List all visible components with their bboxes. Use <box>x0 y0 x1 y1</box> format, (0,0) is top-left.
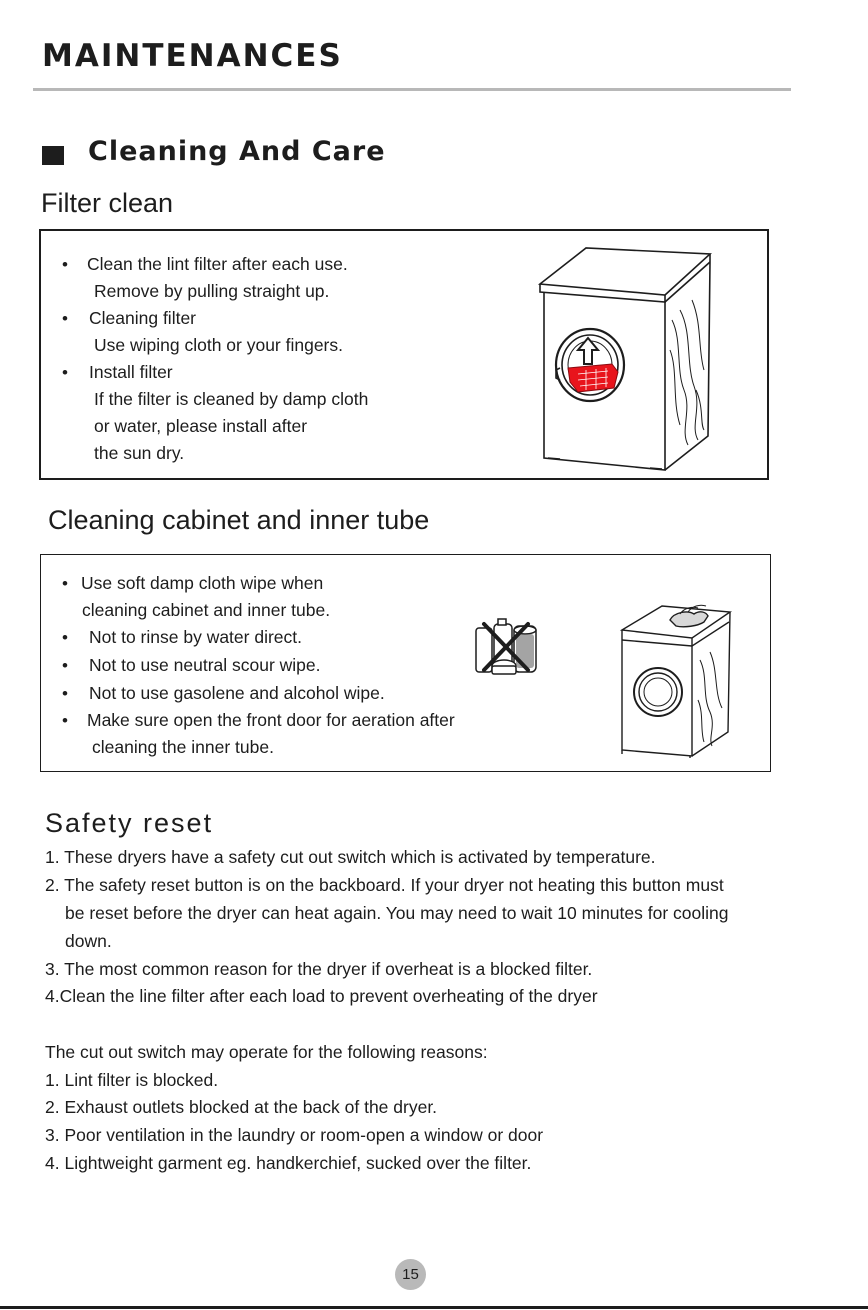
cut-out-reasons-intro: The cut out switch may operate for the following reasons: <box>45 1042 488 1062</box>
section-heading: Cleaning And Care <box>88 136 386 167</box>
list-item: • Not to rinse by water direct. <box>62 627 302 647</box>
list-item: • Install filter <box>62 362 173 382</box>
page-title: MAINTENANCES <box>42 38 343 74</box>
list-item: 2. Exhaust outlets blocked at the back of the dryer. <box>45 1097 438 1117</box>
list-item: • Make sure open the front door for aeration after <box>62 710 455 730</box>
cleaning-cabinet-heading: Cleaning cabinet and inner tube <box>48 505 430 535</box>
list-item: down. <box>65 931 112 951</box>
page-number: 15 <box>402 1266 419 1283</box>
section-square-icon <box>42 146 64 165</box>
list-item: be reset before the dryer can heat again. You may need to wait 10 minutes for cooling <box>65 903 729 923</box>
list-item: • Clean the lint filter after each use. <box>62 254 348 274</box>
list-item: 3. Poor ventilation in the laundry or room-open a window or door <box>45 1125 544 1145</box>
list-item: 4.Clean the line filter after each load to prevent overheating of the dryer <box>45 986 598 1006</box>
list-item: cleaning the inner tube. <box>92 737 274 757</box>
bottom-divider <box>0 1306 868 1309</box>
list-item: 1. These dryers have a safety cut out switch which is activated by temperature. <box>45 847 656 867</box>
list-item: • Not to use neutral scour wipe. <box>62 655 321 675</box>
list-item: the sun dry. <box>94 443 185 463</box>
list-item: 3. The most common reason for the dryer if overheat is a blocked filter. <box>45 959 593 979</box>
list-item: • Use soft damp cloth wipe when <box>62 573 324 593</box>
list-item: or water, please install after <box>94 416 308 436</box>
list-item: Use wiping cloth or your fingers. <box>94 335 343 355</box>
title-divider <box>33 88 791 91</box>
safety-reset-heading: Safety reset <box>45 808 214 838</box>
filter-clean-heading: Filter clean <box>41 188 174 218</box>
list-item: If the filter is cleaned by damp cloth <box>94 389 369 409</box>
list-item: • Cleaning filter <box>62 308 196 328</box>
list-item: 4. Lightweight garment eg. handkerchief, sucked over the filter. <box>45 1153 532 1173</box>
list-item: cleaning cabinet and inner tube. <box>82 600 331 620</box>
no-chemicals-icon <box>470 616 542 678</box>
dryer-wiping-illustration <box>618 600 738 758</box>
list-item: Remove by pulling straight up. <box>94 281 330 301</box>
list-item: 2. The safety reset button is on the backboard. If your dryer not heating this button must <box>45 875 724 895</box>
dryer-filter-illustration <box>520 240 720 472</box>
list-item: • Not to use gasolene and alcohol wipe. <box>62 683 385 703</box>
list-item: 1. Lint filter is blocked. <box>45 1070 219 1090</box>
